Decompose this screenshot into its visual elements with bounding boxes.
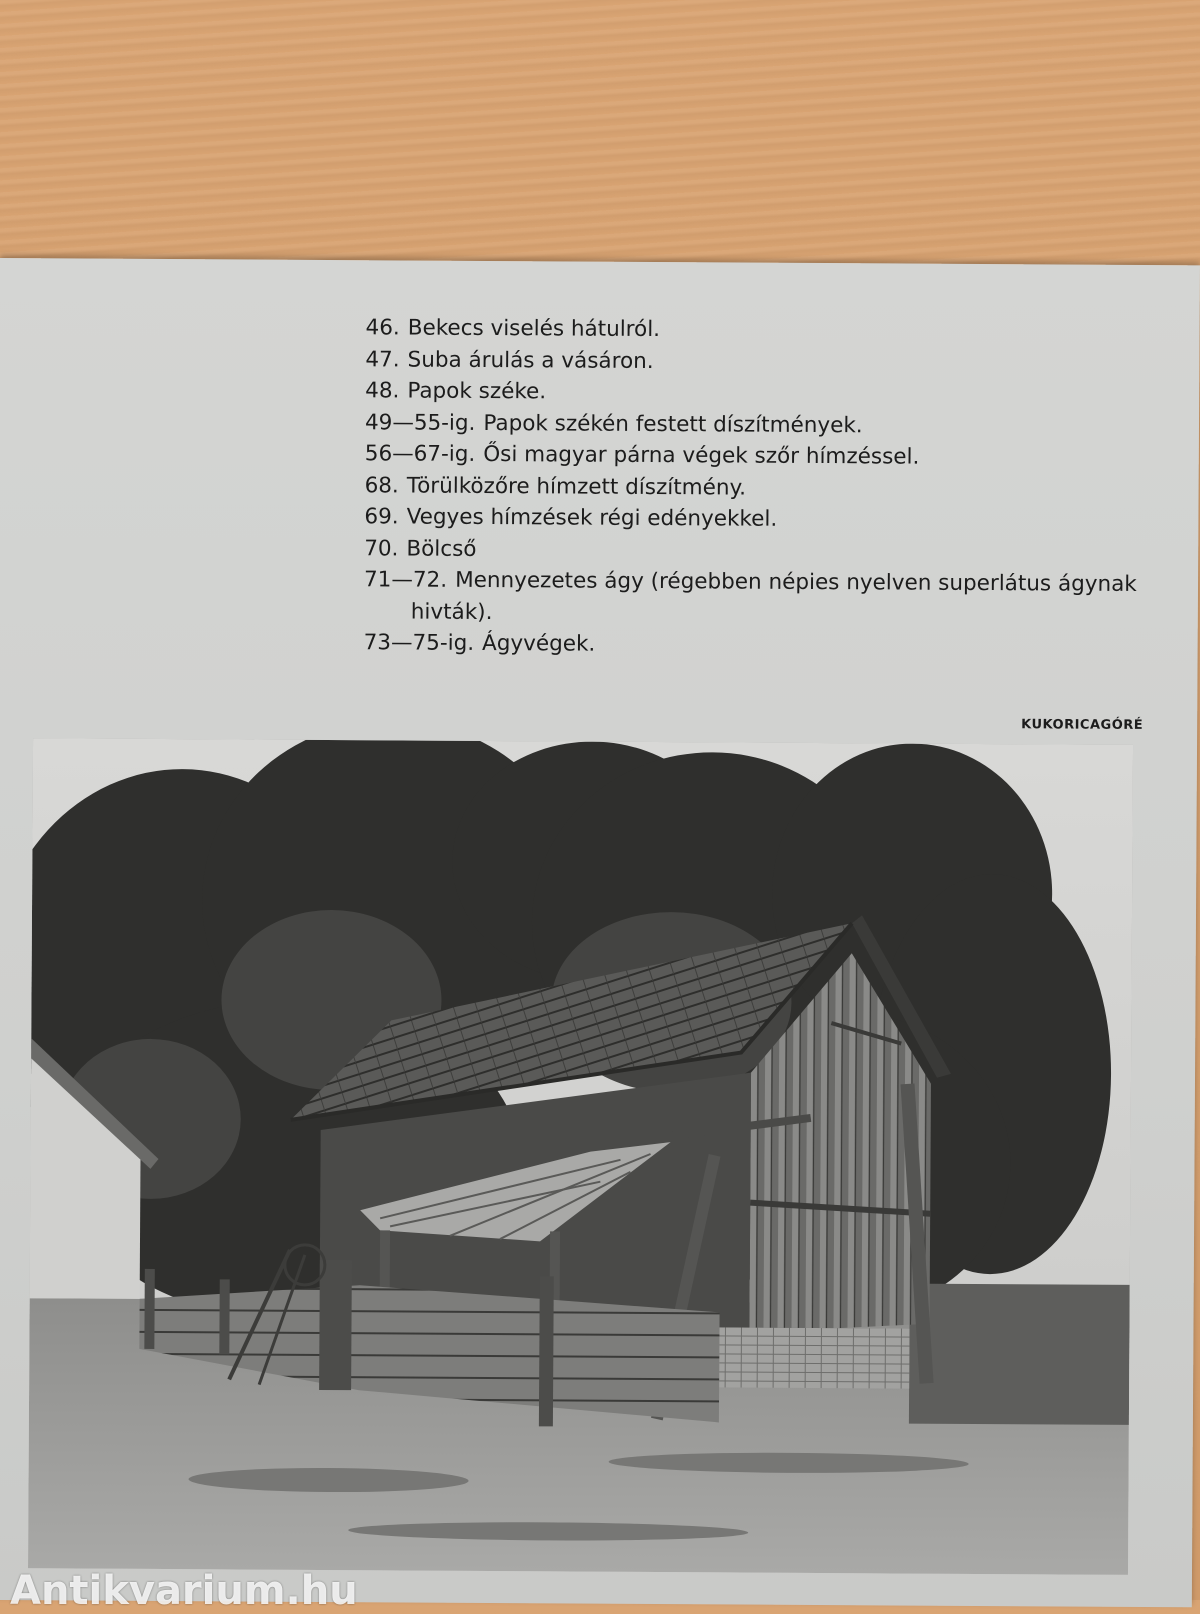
caption-text: Suba árulás a vásáron. — [407, 346, 654, 374]
caption-item — [364, 533, 1144, 569]
caption-text: Papok székén festett díszítmények. — [483, 410, 863, 438]
corn-crib-photo — [28, 738, 1133, 1575]
caption-item — [365, 375, 1145, 411]
watermark: Antikvarium.hu — [10, 1568, 358, 1614]
caption-text: Ősi magyar párna végek szőr hímzéssel. — [483, 441, 920, 470]
caption-item — [365, 344, 1145, 380]
caption-text: Bölcső — [406, 535, 477, 562]
caption-item — [364, 501, 1144, 537]
caption-number: 56—67-ig. — [364, 441, 476, 467]
caption-number: 71—72. — [363, 567, 448, 593]
caption-number: 68. — [364, 472, 399, 498]
caption-item — [365, 312, 1145, 348]
caption-item — [365, 407, 1145, 443]
photo-illustration — [28, 738, 1133, 1575]
book-page — [0, 258, 1200, 1607]
caption-number: 73—75-ig. — [363, 630, 475, 656]
caption-number: 49—55-ig. — [364, 409, 476, 436]
caption-text: Papok széke. — [407, 378, 547, 405]
caption-number: 48. — [365, 378, 400, 404]
caption-continuation: hivták). — [410, 599, 493, 625]
wooden-table-surface — [0, 0, 1200, 270]
caption-number: 47. — [365, 346, 400, 372]
caption-item — [364, 627, 1144, 663]
caption-text: Bekecs viselés hátulról. — [407, 315, 661, 343]
caption-item — [365, 470, 1145, 506]
caption-list — [364, 312, 1146, 663]
caption-number: 69. — [364, 504, 399, 530]
caption-text: Mennyezetes ágy (régebben népies nyelven superlátus ágynak — [455, 567, 1137, 597]
caption-text: Ágyvégek. — [482, 630, 596, 657]
photo-title: KUKORICAGÓRÉ — [1021, 717, 1144, 733]
caption-item — [364, 564, 1144, 632]
caption-text: Vegyes hímzések régi edényekkel. — [406, 504, 778, 532]
caption-item — [365, 438, 1145, 474]
caption-number: 46. — [365, 315, 400, 341]
caption-number: 70. — [364, 535, 399, 561]
caption-text: Törülközőre hímzett díszítmény. — [406, 472, 747, 501]
